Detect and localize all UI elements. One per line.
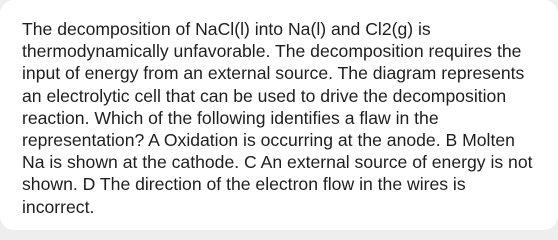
question-line: representation? A Oxidation is occurring at the anode. B Molten — [22, 130, 515, 151]
question-line: reaction. Which of the following identifies a flaw in the — [22, 107, 439, 128]
question-line: an electrolytic cell that can be used to drive the decomposition — [22, 85, 507, 106]
question-line: thermodynamically unfavorable. The decomposition requires the — [22, 41, 522, 62]
question-line: input of energy from an external source. The diagram represents — [22, 63, 525, 84]
question-line: incorrect. — [22, 196, 95, 217]
question-line: shown. D The direction of the electron flow in the wires is — [22, 174, 466, 195]
question-text — [22, 18, 542, 218]
question-line: The decomposition of NaCl(l) into Na(l) and Cl2(g) is — [22, 19, 431, 39]
question-line: Na is shown at the cathode. C An external source of energy is not — [22, 152, 533, 173]
